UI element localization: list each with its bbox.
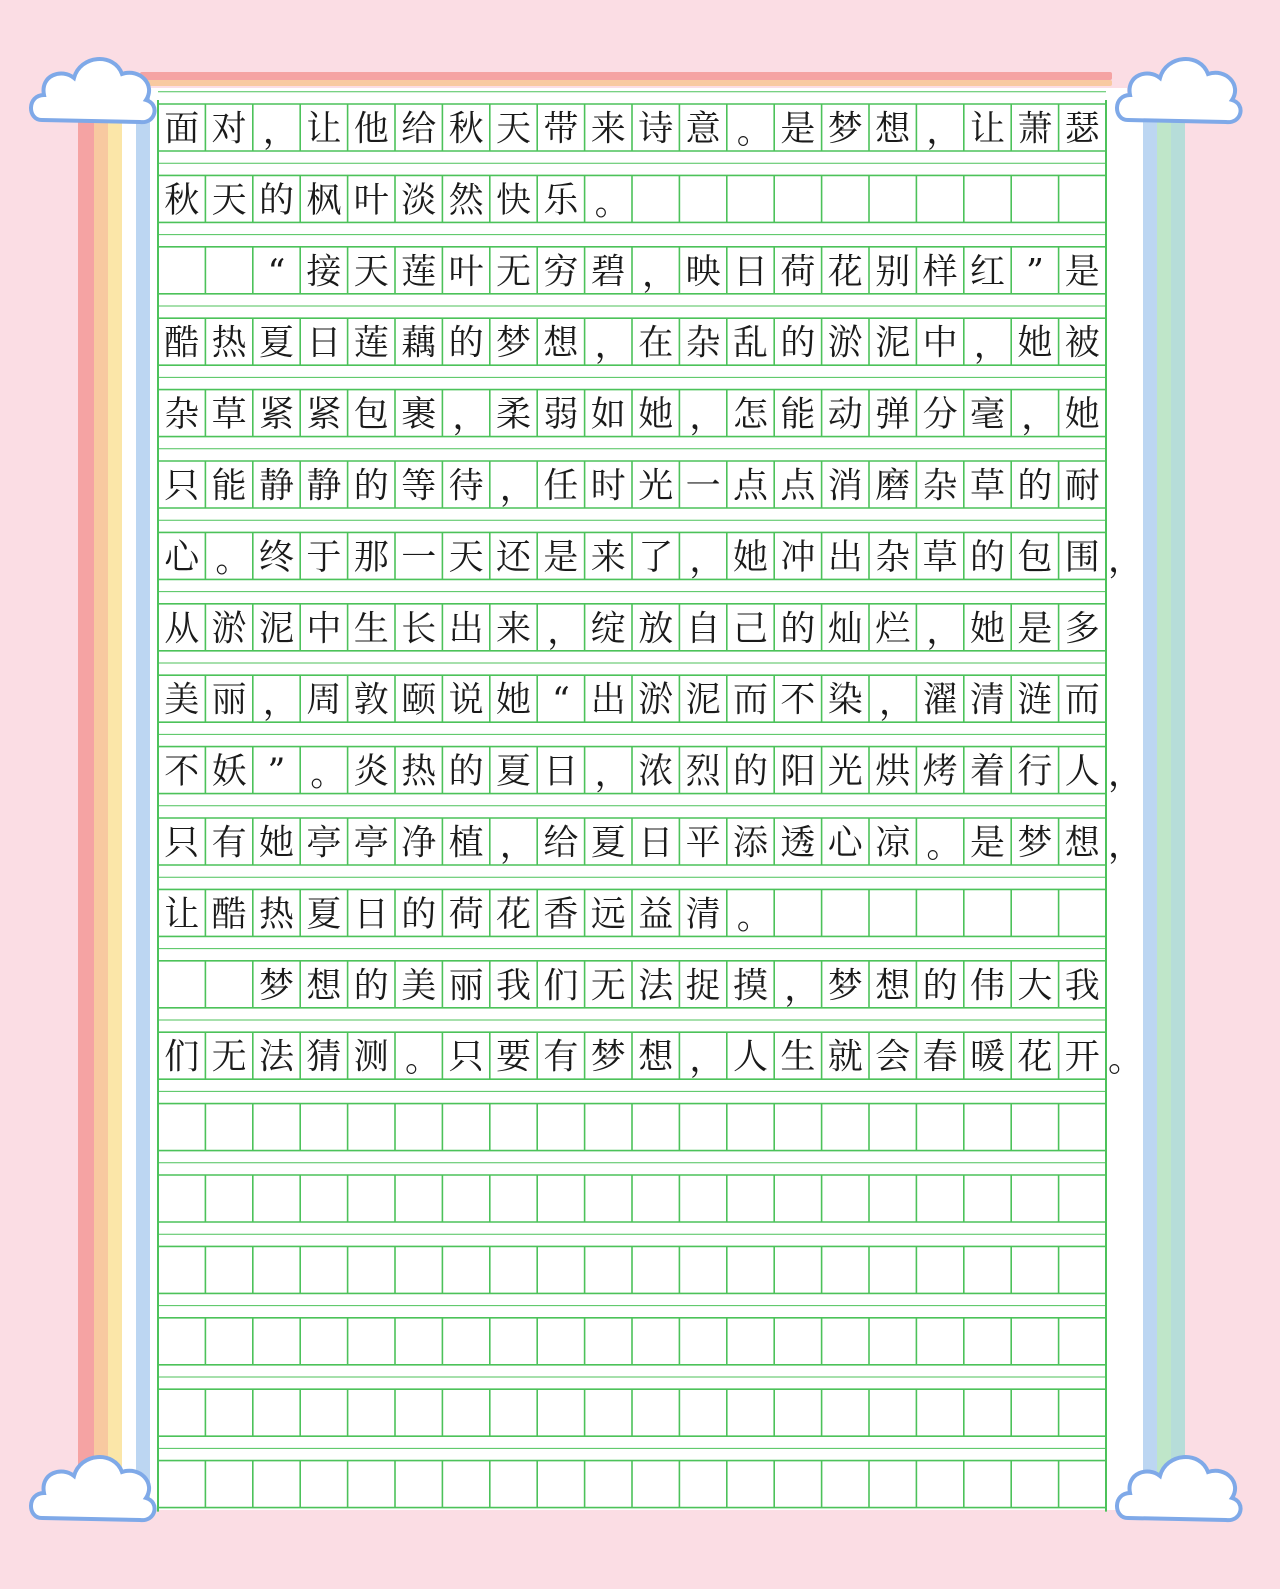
essay-char: 冲 <box>780 537 816 578</box>
essay-char: 灿 <box>827 609 863 650</box>
essay-char: 消 <box>827 466 863 507</box>
essay-char: ， <box>1108 754 1144 795</box>
essay-char: 给 <box>543 823 579 864</box>
essay-char: 包 <box>353 395 389 436</box>
essay-char: 着 <box>969 752 1006 793</box>
essay-char: ， <box>262 683 298 724</box>
essay-char: 自 <box>685 609 721 650</box>
essay-char: 等 <box>401 466 437 507</box>
essay-char: 是 <box>969 823 1006 864</box>
essay-char: 花 <box>495 894 532 935</box>
essay-char: 日 <box>353 894 389 935</box>
essay-char: 有 <box>543 1037 579 1078</box>
essay-char: ， <box>499 826 535 866</box>
essay-char: 无 <box>590 966 626 1007</box>
essay-char: ， <box>452 397 488 438</box>
essay-char: 烂 <box>875 609 911 650</box>
essay-char: 。 <box>736 897 772 938</box>
essay-char: ， <box>973 326 1009 367</box>
essay-char: 的 <box>353 466 389 507</box>
essay-char: 亭 <box>306 823 342 864</box>
essay-line <box>164 895 772 938</box>
essay-char: 秋 <box>164 180 200 221</box>
essay-char: 们 <box>543 966 579 1007</box>
essay-char: 的 <box>780 609 816 650</box>
essay-char: 想 <box>638 1037 674 1078</box>
essay-char: 弱 <box>543 395 579 436</box>
essay-char: 草 <box>211 395 247 436</box>
essay-char: 天 <box>353 252 389 293</box>
essay-char: 测 <box>353 1037 389 1078</box>
essay-char: ， <box>1108 826 1144 866</box>
cloud-icon-top-left <box>22 40 162 135</box>
essay-char: 静 <box>306 466 342 507</box>
essay-char: 炎 <box>353 752 389 793</box>
essay-char: 。 <box>1108 1040 1144 1081</box>
essay-char: 会 <box>875 1037 911 1078</box>
essay-char: 美 <box>164 680 200 721</box>
essay-char: 在 <box>638 323 674 364</box>
essay-char: 说 <box>448 680 484 721</box>
essay-char: 带 <box>543 109 579 150</box>
essay-char: ， <box>689 1040 725 1081</box>
essay-char: 出 <box>448 609 484 650</box>
essay-char: 绽 <box>590 609 626 650</box>
essay-char: 瑟 <box>1064 109 1100 150</box>
essay-char: 叶 <box>448 252 484 293</box>
essay-char: 日 <box>732 252 769 293</box>
essay-char: 。 <box>926 826 962 866</box>
essay-char: 天 <box>495 109 532 150</box>
essay-char: 杂 <box>875 537 911 578</box>
essay-char: 荷 <box>780 252 816 293</box>
essay-char: 紧 <box>258 395 295 436</box>
essay-char: 要 <box>495 1037 532 1078</box>
essay-char: 日 <box>638 823 674 864</box>
essay-char: 是 <box>543 537 579 578</box>
essay-char: 毫 <box>969 395 1006 436</box>
essay-char: 益 <box>638 894 674 935</box>
essay-char: 那 <box>353 537 389 578</box>
essay-char: 是 <box>1064 252 1100 293</box>
essay-char: 她 <box>638 395 674 436</box>
essay-char: 长 <box>401 609 437 650</box>
essay-char: 植 <box>448 823 484 864</box>
essay-char: 阳 <box>780 752 816 793</box>
essay-char: 凉 <box>875 823 911 864</box>
essay-char: 行 <box>1017 752 1053 793</box>
essay-char: 梦 <box>590 1037 626 1078</box>
essay-char: 伟 <box>969 966 1006 1007</box>
essay-char: 出 <box>590 680 626 721</box>
essay-char: ， <box>594 754 630 795</box>
essay-char: 生 <box>780 1037 816 1078</box>
essay-char: 的 <box>401 894 437 935</box>
essay-char: 荷 <box>448 894 484 935</box>
essay-char: 烘 <box>875 752 911 793</box>
essay-char: 的 <box>258 180 295 221</box>
essay-char: 添 <box>732 823 769 864</box>
essay-char: ， <box>262 112 298 152</box>
essay-char: 接 <box>306 252 342 293</box>
essay-char: ， <box>689 540 725 581</box>
essay-char: 她 <box>258 823 295 864</box>
essay-char: 藕 <box>401 323 437 364</box>
essay-char: ， <box>642 254 678 295</box>
essay-char: 染 <box>827 680 863 721</box>
essay-char: 热 <box>258 894 295 935</box>
essay-char: 淡 <box>401 180 437 221</box>
essay-char: 而 <box>1064 680 1100 721</box>
essay-char: 酷 <box>211 894 247 935</box>
essay-char: 想 <box>1064 823 1100 864</box>
essay-char: ， <box>1108 540 1144 581</box>
essay-char: 有 <box>211 823 247 864</box>
essay-char: 花 <box>827 252 863 293</box>
essay-char: 穷 <box>543 252 579 293</box>
essay-char: 诗 <box>638 109 674 150</box>
essay-char: 泥 <box>875 323 911 364</box>
essay-char: 她 <box>1064 395 1100 436</box>
essay-char: 想 <box>306 966 342 1007</box>
essay-char: 只 <box>164 466 200 507</box>
essay-char: 生 <box>353 609 389 650</box>
essay-char: 夏 <box>590 823 626 864</box>
essay-char: 的 <box>448 323 484 364</box>
essay-char: 只 <box>164 823 200 864</box>
essay-char: 人 <box>732 1037 769 1078</box>
essay-char: 不 <box>780 680 816 721</box>
essay-char: 弹 <box>875 395 911 436</box>
essay-char: 她 <box>969 609 1006 650</box>
essay-char: 点 <box>732 466 769 507</box>
essay-char: ” <box>1025 252 1044 293</box>
essay-char: 净 <box>401 823 437 864</box>
essay-char: 周 <box>306 680 342 721</box>
essay-char: 清 <box>969 680 1006 721</box>
essay-char: 萧 <box>1017 109 1053 150</box>
essay-char: 对 <box>211 109 247 150</box>
essay-char: 法 <box>638 966 674 1007</box>
essay-char: 映 <box>685 252 721 293</box>
essay-char: 还 <box>495 537 532 578</box>
essay-char: 耐 <box>1064 466 1100 507</box>
essay-char: 淤 <box>827 323 863 364</box>
essay-line <box>268 252 1100 295</box>
essay-char: 分 <box>922 395 958 436</box>
cloud-icon-bottom-left <box>22 1438 162 1533</box>
essay-char: ， <box>547 611 583 652</box>
essay-char: 来 <box>495 609 532 650</box>
essay-char: 的 <box>732 752 769 793</box>
essay-char: 包 <box>1017 537 1053 578</box>
essay-char: ， <box>499 469 535 509</box>
essay-char: 透 <box>780 823 816 864</box>
essay-char: 梦 <box>1017 823 1053 864</box>
essay-char: 放 <box>638 609 674 650</box>
essay-char: ， <box>926 112 962 152</box>
essay-char: 日 <box>543 752 579 793</box>
essay-char: 她 <box>495 680 532 721</box>
essay-char: 别 <box>875 252 911 293</box>
essay-char: 是 <box>780 109 816 150</box>
essay-char: 己 <box>732 609 769 650</box>
essay-char: 杂 <box>685 323 721 364</box>
essay-char: 丽 <box>211 680 247 721</box>
essay-char: 从 <box>164 609 200 650</box>
essay-char: 天 <box>448 537 484 578</box>
cloud-icon-top-right <box>1108 40 1248 135</box>
essay-char: 面 <box>164 109 200 150</box>
essay-line <box>164 181 629 224</box>
essay-char: 动 <box>827 395 863 436</box>
essay-char: 淤 <box>638 680 674 721</box>
essay-char: 烈 <box>685 752 721 793</box>
essay-char: 心 <box>164 537 200 578</box>
essay-char: 敦 <box>353 680 389 721</box>
essay-char: 暖 <box>969 1037 1006 1078</box>
essay-char: 法 <box>258 1037 295 1078</box>
essay-char: 来 <box>590 537 626 578</box>
essay-char: 大 <box>1017 966 1053 1007</box>
essay-char: 远 <box>590 894 626 935</box>
essay-char: 柔 <box>495 395 532 436</box>
essay-char: ， <box>1021 397 1057 438</box>
essay-line <box>164 752 1143 795</box>
essay-char: 任 <box>543 466 579 507</box>
essay-char: 围 <box>1064 537 1100 578</box>
essay-char: 光 <box>827 752 863 793</box>
essay-char: 春 <box>922 1037 958 1078</box>
essay-char: 于 <box>306 537 342 578</box>
essay-char: 捉 <box>685 966 721 1007</box>
essay-char: ， <box>879 683 915 724</box>
essay-char: 莲 <box>401 252 437 293</box>
essay-char: “ <box>551 680 570 721</box>
essay-char: 热 <box>401 752 437 793</box>
essay-char: 。 <box>594 183 630 224</box>
essay-char: 的 <box>1017 466 1053 507</box>
essay-char: 秋 <box>448 109 484 150</box>
essay-char: 妖 <box>211 752 247 793</box>
essay-char: 待 <box>448 466 484 507</box>
essay-char: 夏 <box>258 323 295 364</box>
essay-char: 给 <box>401 109 437 150</box>
essay-char: 怎 <box>732 395 769 436</box>
essay-char: 的 <box>353 966 389 1007</box>
essay-char: 泥 <box>258 609 295 650</box>
essay-char: 开 <box>1064 1037 1100 1078</box>
essay-char: 她 <box>732 537 769 578</box>
essay-char: 让 <box>306 109 342 150</box>
essay-char: 枫 <box>306 180 342 221</box>
essay-line <box>164 1038 1143 1081</box>
essay-char: 的 <box>448 752 484 793</box>
essay-char: 亭 <box>353 823 389 864</box>
essay-char: 裹 <box>401 395 437 436</box>
essay-char: 光 <box>638 466 674 507</box>
essay-char: 无 <box>211 1037 247 1078</box>
essay-char: 让 <box>164 894 200 935</box>
essay-char: 碧 <box>590 252 626 293</box>
essay-char: 夏 <box>306 894 342 935</box>
essay-char: 一 <box>685 466 721 507</box>
essay-char: 静 <box>258 466 295 507</box>
essay-char: 梦 <box>258 966 295 1007</box>
essay-char: 草 <box>969 466 1006 507</box>
essay-char: 红 <box>969 252 1006 293</box>
essay-char: 梦 <box>827 966 863 1007</box>
essay-char: 一 <box>401 537 437 578</box>
essay-char: 清 <box>685 894 721 935</box>
essay-char: 快 <box>495 180 532 221</box>
essay-char: 热 <box>211 323 247 364</box>
essay-char: ” <box>267 752 286 793</box>
essay-char: 心 <box>827 823 863 864</box>
essay-char: 磨 <box>875 466 911 507</box>
essay-char: 就 <box>827 1037 863 1078</box>
essay-char: 被 <box>1064 323 1100 364</box>
essay-char: 而 <box>732 680 769 721</box>
essay-char: 梦 <box>827 109 863 150</box>
essay-char: 不 <box>164 752 200 793</box>
essay-char: 能 <box>211 466 247 507</box>
essay-char: 是 <box>1017 609 1053 650</box>
essay-char: 香 <box>543 894 579 935</box>
essay-char: ， <box>784 968 820 1009</box>
essay-char: 出 <box>827 537 863 578</box>
essay-char: 多 <box>1064 609 1100 650</box>
essay-char: 中 <box>306 609 342 650</box>
essay-char: 了 <box>638 537 674 578</box>
essay-char: 中 <box>922 323 958 364</box>
essay-char: 。 <box>405 1040 441 1081</box>
essay-char: 意 <box>685 109 721 150</box>
essay-char: 她 <box>1017 323 1053 364</box>
essay-char: 他 <box>353 109 389 150</box>
essay-char: 丽 <box>448 966 484 1007</box>
essay-char: 我 <box>495 966 532 1007</box>
essay-char: 让 <box>969 109 1006 150</box>
essay-char: 。 <box>215 540 251 581</box>
essay-char: 的 <box>780 323 816 364</box>
essay-char: 淤 <box>211 609 247 650</box>
essay-char: 烤 <box>922 752 958 793</box>
essay-char: 我 <box>1064 966 1100 1007</box>
essay-char: 天 <box>211 180 247 221</box>
essay-char: 的 <box>969 537 1006 578</box>
essay-char: 紧 <box>306 395 342 436</box>
essay-char: 。 <box>736 112 772 152</box>
essay-char: 莲 <box>353 323 389 364</box>
essay-char: 时 <box>590 466 626 507</box>
essay-line <box>164 824 1143 867</box>
essay-char: ， <box>594 326 630 367</box>
essay-char: 乐 <box>543 180 579 221</box>
essay-char: 样 <box>922 252 958 293</box>
essay-char: 花 <box>1017 1037 1053 1078</box>
essay-char: 梦 <box>495 323 532 364</box>
essay-char: 猜 <box>306 1037 342 1078</box>
cloud-icon-bottom-right <box>1108 1438 1248 1533</box>
essay-char: 想 <box>875 966 911 1007</box>
essay-char: 来 <box>590 109 626 150</box>
essay-char: 美 <box>401 966 437 1007</box>
essay-char: 只 <box>448 1037 484 1078</box>
essay-char: ， <box>926 611 962 652</box>
essay-char: 夏 <box>495 752 532 793</box>
essay-char: 平 <box>685 823 721 864</box>
essay-char: 然 <box>448 180 484 221</box>
essay-char: 日 <box>306 323 342 364</box>
essay-char: 人 <box>1064 752 1100 793</box>
essay-char: 无 <box>495 252 532 293</box>
essay-char: 濯 <box>922 680 958 721</box>
essay-char: 草 <box>922 537 958 578</box>
essay-char: 颐 <box>401 680 437 721</box>
essay-char: 能 <box>780 395 816 436</box>
essay-char: 点 <box>780 466 816 507</box>
essay-char: 涟 <box>1017 680 1053 721</box>
essay-char: 如 <box>590 395 626 436</box>
essay-char: 想 <box>543 323 579 364</box>
essay-char: 杂 <box>164 395 200 436</box>
essay-char: 的 <box>922 966 958 1007</box>
essay-char: 杂 <box>922 466 958 507</box>
essay-char: “ <box>267 252 286 293</box>
essay-char: 浓 <box>638 752 674 793</box>
essay-char: 终 <box>258 537 295 578</box>
essay-char: 们 <box>164 1037 200 1078</box>
essay-char: 酷 <box>164 323 200 364</box>
essay-char: 。 <box>310 754 346 795</box>
essay-line <box>164 538 1143 581</box>
essay-char: 想 <box>875 109 911 150</box>
essay-char: 乱 <box>732 323 769 364</box>
essay-char: 泥 <box>685 680 721 721</box>
essay-char: 摸 <box>732 966 769 1007</box>
essay-char: ， <box>689 397 725 438</box>
essay-char: 叶 <box>353 180 389 221</box>
